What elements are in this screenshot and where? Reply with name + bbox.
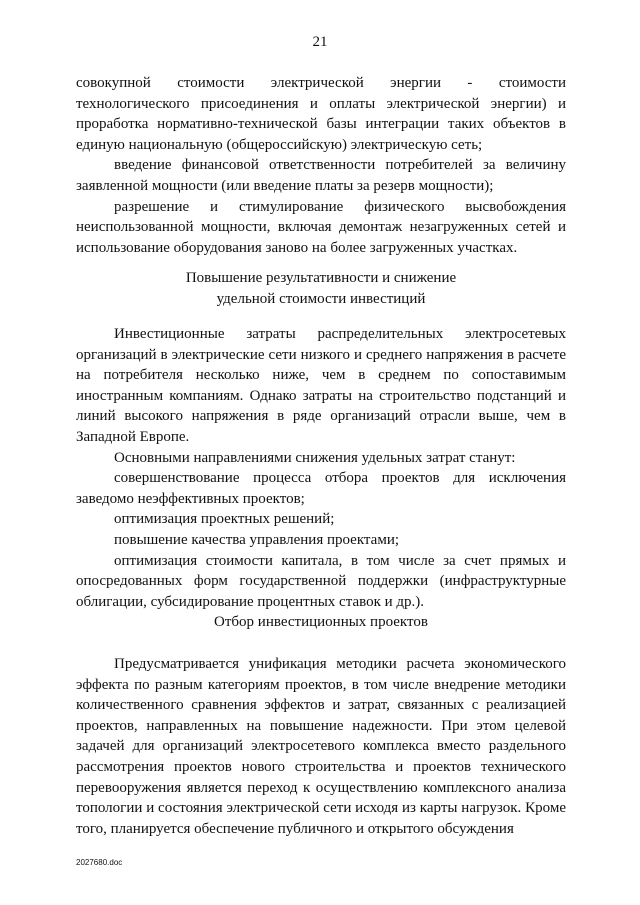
project-selection-block [76,654,566,839]
list-continuation-block [76,73,566,258]
section-heading-project-selection [76,612,566,633]
paragraph: Инвестиционные затраты распределительных электросетевых организаций в электрические сети низкого и среднего напряжения в расчете на потребителя несколько ниже, чем в среднем по сопоставимым иностранным компаниям. Однако затраты на строительство подстанций и линий высокого напряжения в ряде организаций отрасли выше, чем в Западной Европе. [76,326,566,445]
paragraph: совокупной стоимости электрической энергии - стоимости технологического присоединения и оплаты электрической энергии) и проработка нормативно-технической базы интеграции таких объектов в единую национальную (общероссийскую) электрическую сеть; [76,75,566,153]
list-item: оптимизация проектных решений; [114,511,335,528]
list-item: оптимизация стоимости капитала, в том числе за счет прямых и опосредованных форм государственной поддержки (инфраструктурные облигации, субсидирование процентных ставок и др.). [76,552,566,610]
paragraph: разрешение и стимулирование физического высвобождения неиспользованной мощности, включая демонтаж незагруженных сетей и использование оборудования заново на более загруженных участках. [76,198,566,256]
section-heading-line: удельной стоимости инвестиций [216,290,426,307]
file-name-footer: 2027680.doc [76,858,123,867]
paragraph: Предусматривается унификация методики расчета экономического эффекта по разным категориям проектов, в том числе внедрение методики количественного сравнения эффектов и затрат, связанных с реализацией проектов, направленных на повышение надежности. При этом целевой задачей для организаций электросетевого комплекса вместо раздельного рассмотрения проектов нового строительства и проектов технического перевооружения является переход к осуществлению комплексного анализа топологии и состояния электрической сети исходя из карты нагрузок. Кроме того, планируется обеспечение публичного и открытого обсуждения [76,656,566,837]
list-item: совершенствование процесса отбора проектов для исключения заведомо неэффективных проектов; [76,470,566,507]
paragraph: введение финансовой ответственности потребителей за величину заявленной мощности (или введение платы за резерв мощности); [76,157,566,194]
section-heading-line: Повышение результативности и снижение [185,270,457,286]
page-number: 21 [312,34,328,50]
list-item: повышение качества управления проектами; [114,531,400,548]
investment-costs-block [76,324,566,612]
section-heading-investment-efficiency [76,268,566,309]
paragraph: Основными направлениями снижения удельных затрат станут: [114,449,516,466]
section-heading-line: Отбор инвестиционных проектов [214,614,428,630]
